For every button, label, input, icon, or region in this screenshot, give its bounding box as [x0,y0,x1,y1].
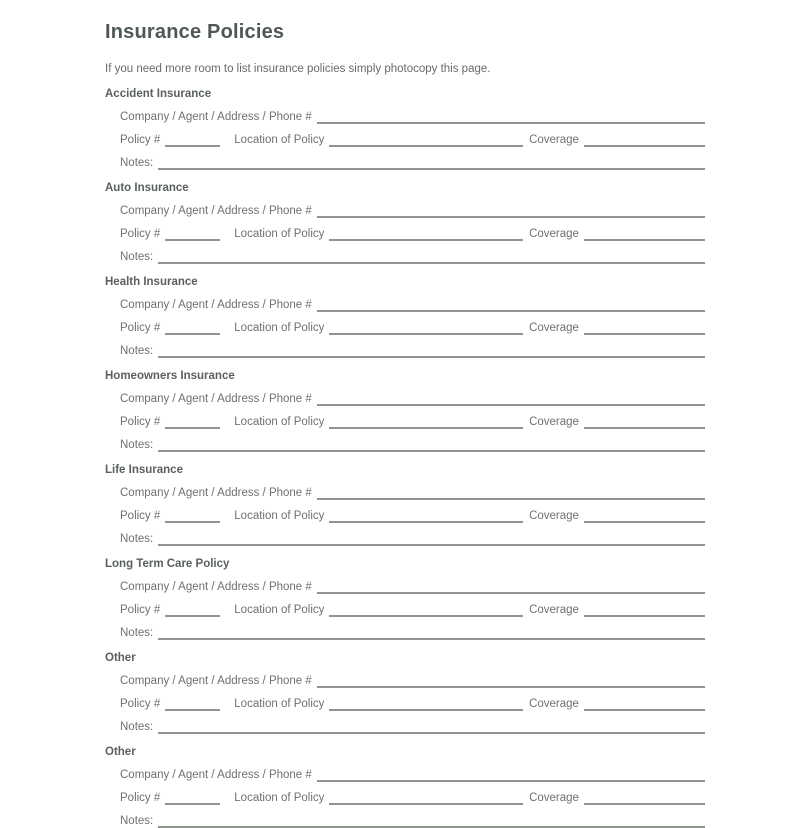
coverage-blank-line [584,790,705,805]
notes-label: Notes: [120,439,154,451]
notes-row [120,531,705,546]
company-agent-address-phone-label: Company / Agent / Address / Phone # [120,299,312,311]
company-agent-row [120,579,705,594]
coverage-blank-line [584,226,705,241]
location-of-policy-label: Location of Policy [234,698,325,710]
insurance-section-7 [105,746,705,828]
policy-number-blank-line [165,602,220,617]
notes-row [120,719,705,734]
company-agent-row [120,203,705,218]
company-agent-address-phone-label: Company / Agent / Address / Phone # [120,581,312,593]
company-agent-row [120,673,705,688]
company-agent-row [120,485,705,500]
policy-number-blank-line [165,132,220,147]
location-of-policy-blank-line [329,602,523,617]
company-agent-address-phone-blank-line [317,579,705,594]
location-of-policy-label: Location of Policy [234,604,325,616]
coverage-blank-line [584,696,705,711]
location-of-policy-label: Location of Policy [234,322,325,334]
policy-number-blank-line [165,696,220,711]
policy-location-coverage-row [120,132,705,147]
insurance-section-2 [105,276,705,358]
coverage-blank-line [584,320,705,335]
insurance-section-5 [105,558,705,640]
coverage-blank-line [584,508,705,523]
section-heading: Health Insurance [105,276,198,288]
section-heading: Accident Insurance [105,88,212,100]
coverage-label: Coverage [529,228,579,240]
notes-row [120,437,705,452]
company-agent-address-phone-blank-line [317,485,705,500]
section-heading: Other [105,746,136,758]
location-of-policy-label: Location of Policy [234,228,325,240]
company-agent-address-phone-blank-line [317,203,705,218]
policy-number-label: Policy # [120,698,161,710]
location-of-policy-blank-line [329,132,523,147]
company-agent-address-phone-label: Company / Agent / Address / Phone # [120,769,312,781]
section-heading: Life Insurance [105,464,183,476]
notes-blank-line [158,155,705,170]
sections-container [105,88,705,828]
notes-blank-line [158,813,705,828]
insurance-section-4 [105,464,705,546]
coverage-label: Coverage [529,698,579,710]
notes-label: Notes: [120,815,154,827]
location-of-policy-blank-line [329,414,523,429]
location-of-policy-blank-line [329,696,523,711]
location-of-policy-blank-line [329,226,523,241]
company-agent-address-phone-blank-line [317,673,705,688]
location-of-policy-label: Location of Policy [234,134,325,146]
coverage-blank-line [584,414,705,429]
notes-blank-line [158,531,705,546]
policy-number-label: Policy # [120,604,161,616]
notes-blank-line [158,343,705,358]
insurance-section-0 [105,88,705,170]
policy-number-blank-line [165,790,220,805]
coverage-label: Coverage [529,604,579,616]
policy-number-label: Policy # [120,322,161,334]
notes-row [120,249,705,264]
photocopy-instruction-text: If you need more room to list insurance policies simply photocopy this page. [105,63,491,75]
notes-blank-line [158,719,705,734]
coverage-label: Coverage [529,510,579,522]
company-agent-row [120,767,705,782]
notes-blank-line [158,437,705,452]
policy-number-label: Policy # [120,134,161,146]
coverage-label: Coverage [529,416,579,428]
location-of-policy-label: Location of Policy [234,416,325,428]
location-of-policy-blank-line [329,320,523,335]
company-agent-row [120,391,705,406]
policy-location-coverage-row [120,790,705,805]
coverage-label: Coverage [529,322,579,334]
notes-label: Notes: [120,345,154,357]
notes-label: Notes: [120,157,154,169]
section-heading: Auto Insurance [105,182,189,194]
insurance-section-6 [105,652,705,734]
company-agent-address-phone-label: Company / Agent / Address / Phone # [120,487,312,499]
company-agent-row [120,109,705,124]
section-heading: Long Term Care Policy [105,558,230,570]
company-agent-row [120,297,705,312]
location-of-policy-label: Location of Policy [234,792,325,804]
company-agent-address-phone-label: Company / Agent / Address / Phone # [120,111,312,123]
coverage-blank-line [584,602,705,617]
location-of-policy-blank-line [329,508,523,523]
coverage-label: Coverage [529,792,579,804]
company-agent-address-phone-blank-line [317,767,705,782]
insurance-section-3 [105,370,705,452]
policy-location-coverage-row [120,414,705,429]
company-agent-address-phone-label: Company / Agent / Address / Phone # [120,393,312,405]
policy-number-blank-line [165,414,220,429]
notes-label: Notes: [120,721,154,733]
page-content [105,21,705,828]
policy-number-label: Policy # [120,416,161,428]
insurance-section-1 [105,182,705,264]
notes-blank-line [158,249,705,264]
notes-blank-line [158,625,705,640]
company-agent-address-phone-blank-line [317,391,705,406]
company-agent-address-phone-label: Company / Agent / Address / Phone # [120,205,312,217]
policy-number-blank-line [165,508,220,523]
location-of-policy-blank-line [329,790,523,805]
policy-number-blank-line [165,320,220,335]
notes-row [120,625,705,640]
policy-location-coverage-row [120,320,705,335]
company-agent-address-phone-blank-line [317,297,705,312]
section-heading: Homeowners Insurance [105,370,235,382]
coverage-blank-line [584,132,705,147]
notes-label: Notes: [120,533,154,545]
policy-location-coverage-row [120,226,705,241]
notes-label: Notes: [120,627,154,639]
section-heading: Other [105,652,136,664]
policy-number-label: Policy # [120,510,161,522]
policy-number-label: Policy # [120,792,161,804]
page-title: Insurance Policies [105,21,285,43]
policy-number-label: Policy # [120,228,161,240]
location-of-policy-label: Location of Policy [234,510,325,522]
policy-location-coverage-row [120,508,705,523]
company-agent-address-phone-blank-line [317,109,705,124]
coverage-label: Coverage [529,134,579,146]
policy-location-coverage-row [120,696,705,711]
notes-row [120,155,705,170]
policy-number-blank-line [165,226,220,241]
notes-row [120,343,705,358]
company-agent-address-phone-label: Company / Agent / Address / Phone # [120,675,312,687]
notes-row [120,813,705,828]
policy-location-coverage-row [120,602,705,617]
notes-label: Notes: [120,251,154,263]
